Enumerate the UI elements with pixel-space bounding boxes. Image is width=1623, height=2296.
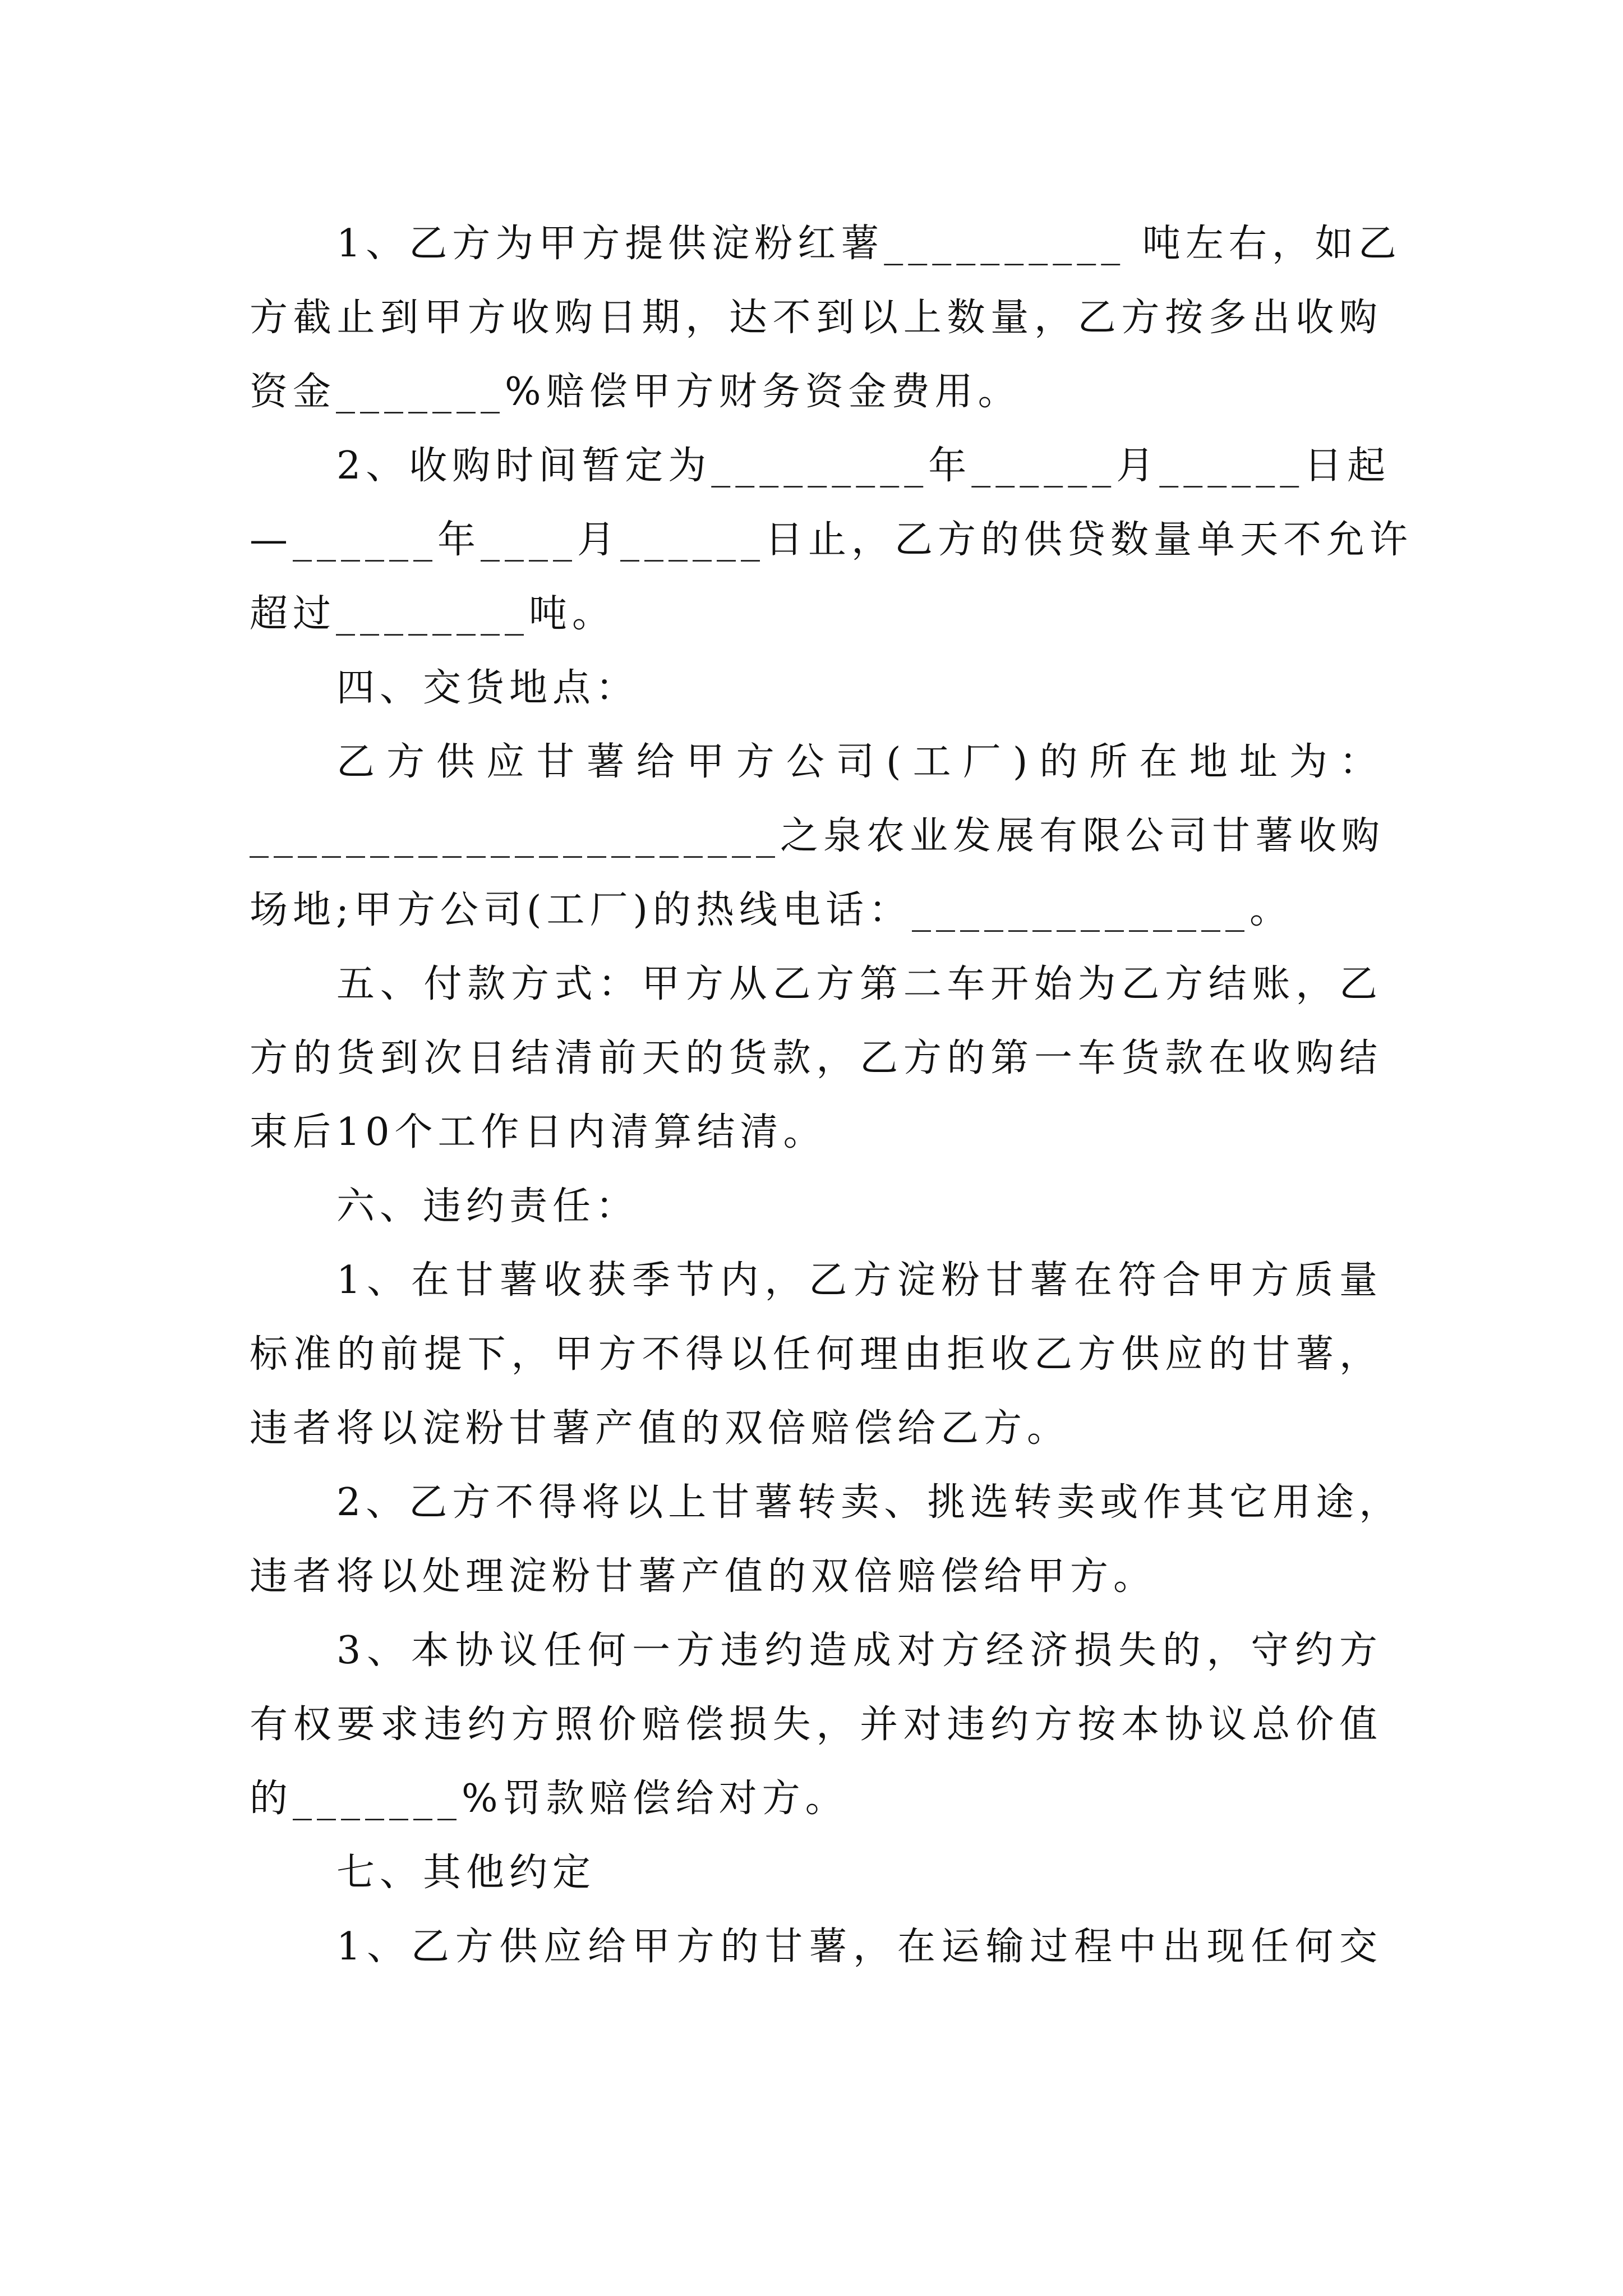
paragraph-other-1-line-1: 1、乙方供应给甲方的甘薯，在运输过程中出现任何交 <box>336 1925 1382 1969</box>
paragraph-liability-3-line-2: 有权要求违约方照价赔偿损失，并对违约方按本协议总价值 <box>250 1703 1382 1747</box>
paragraph-1-line-2: 方截止到甲方收购日期，达不到以上数量，乙方按多出收购 <box>250 296 1382 340</box>
section-heading-delivery: 四、交货地点： <box>336 666 639 710</box>
paragraph-liability-1-line-1: 1、在甘薯收获季节内，乙方淀粉甘薯在符合甲方质量 <box>336 1258 1382 1303</box>
paragraph-liability-1-line-3: 违者将以淀粉甘薯产值的双倍赔偿给乙方。 <box>250 1406 1071 1451</box>
paragraph-1-line-1: 1、乙方为甲方提供淀粉红薯__________ 吨左右，如乙 <box>336 222 1401 266</box>
paragraph-1-line-3: 资金_______%赔偿甲方财务资金费用。 <box>250 370 1021 414</box>
paragraph-payment-line-2: 方的货到次日结清前天的货款，乙方的第一车货款在收购结 <box>250 1036 1382 1080</box>
section-heading-liability: 六、违约责任： <box>336 1184 639 1228</box>
section-heading-other: 七、其他约定 <box>336 1851 596 1895</box>
paragraph-payment-line-3: 束后10个工作日内清算结清。 <box>250 1110 827 1154</box>
paragraph-delivery-line-1: 乙方供应甘薯给甲方公司(工厂)的所在地址为： <box>336 740 1382 784</box>
paragraph-liability-2-line-1: 2、乙方不得将以上甘薯转卖、挑选转卖或作其它用途， <box>336 1480 1403 1525</box>
paragraph-liability-2-line-2: 违者将以处理淀粉甘薯产值的双倍赔偿给甲方。 <box>250 1554 1157 1599</box>
paragraph-liability-1-line-2: 标准的前提下，甲方不得以任何理由拒收乙方供应的甘薯， <box>250 1332 1382 1377</box>
paragraph-delivery-line-2: ______________________之泉农业发展有限公司甘薯收购 <box>250 814 1385 858</box>
paragraph-2-line-1: 2、收购时间暂定为_________年______月______日起 <box>336 444 1391 488</box>
paragraph-payment-line-1: 五、付款方式：甲方从乙方第二车开始为乙方结账，乙 <box>336 962 1382 1006</box>
paragraph-2-line-3: 超过________吨。 <box>250 592 616 636</box>
paragraph-delivery-line-3: 场地;甲方公司(工厂)的热线电话：______________。 <box>250 888 1293 932</box>
paragraph-liability-3-line-3: 的_______%罚款赔偿给对方。 <box>250 1777 849 1821</box>
paragraph-liability-3-line-1: 3、本协议任何一方违约造成对方经济损失的，守约方 <box>336 1628 1382 1673</box>
paragraph-2-line-2: —______年____月______日止，乙方的供贷数量单天不允许 <box>250 518 1413 562</box>
